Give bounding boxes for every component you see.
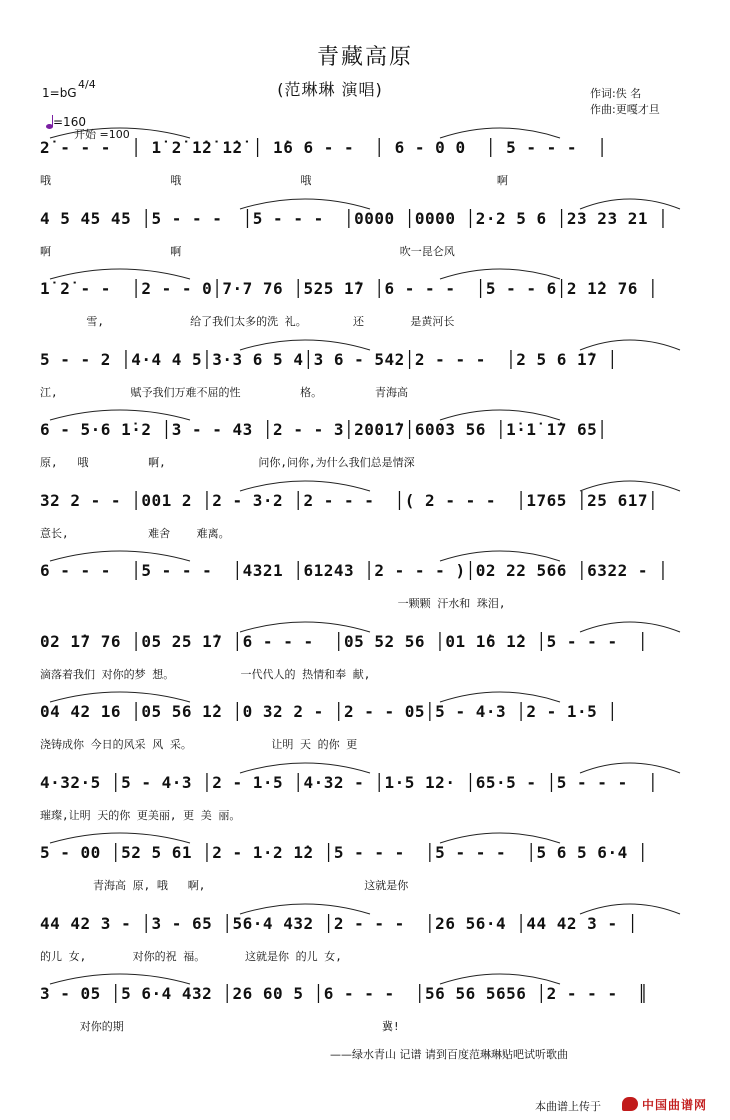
slur-arc	[240, 340, 370, 350]
score-system	[40, 138, 700, 188]
slur-arc	[440, 551, 560, 561]
song-title: 青藏高原	[316, 45, 413, 70]
lyric-line: 青海高 原, 哦 啊, 这就是你	[40, 879, 409, 892]
slur-arc	[580, 622, 680, 632]
slur-arc	[440, 410, 560, 420]
score-system	[40, 773, 700, 823]
singer-subtitle: (范琳琳 演唱)	[277, 80, 383, 99]
lyric-line: 一颗颗 汗水和 珠泪,	[40, 597, 506, 610]
score-system	[40, 350, 700, 400]
slur-arc	[50, 128, 190, 138]
lyric-line: 江, 赋予我们万难不屈的性 格。 青海高	[40, 385, 409, 399]
lyric-line: 意长, 难舍 难离。	[40, 526, 230, 540]
key-signature: 1=bG	[42, 86, 77, 100]
score-system	[40, 209, 700, 259]
slur-arc	[50, 551, 190, 561]
notation-line: 32 2 - - │001 2 │2 - 3·2 │2 - - - │( 2 - - - │1765 │25 617│	[40, 490, 659, 510]
slur-arcs-icon	[40, 680, 700, 704]
lyric-line: 的儿 女, 对你的祝 福。 这就是你 的儿 女,	[40, 949, 342, 963]
lyric-line: 璀璨,让明 天的你 更美丽, 更 美 丽。	[40, 808, 241, 822]
lyric-line: 哦 哦 哦 啊	[40, 174, 508, 187]
notation-line: 4·32·5 │5 - 4·3 │2 - 1·5 │4·32 - │1·5 12· │65·5 - │5 - - - │	[40, 772, 659, 792]
slur-arcs-icon	[40, 328, 700, 352]
slur-arc	[50, 692, 190, 702]
notation-line: 02 1̇7 76 │05 25 1̇7 │6 - - - │05 52 56 │01 1̇6 1̇2 │5 - - - │	[40, 631, 648, 651]
slur-arc	[50, 410, 190, 420]
transcriber-credit: ——绿水青山 记谱 请到百度范琳琳贴吧试听歌曲	[330, 1048, 568, 1061]
score-system	[40, 491, 700, 541]
notation-line: 1̇ 2̇ - - │2 - - 0│7·7 76 │525 1̇7 │6 - - - │5 - - 6│2 1̇2 76 │	[40, 279, 659, 298]
notation-line: 5 - - 2 │4·4 4 5│3·3 6 5 4│3 6 - 542│2 - - - │2 5 6 1̇7 │	[40, 349, 618, 369]
slur-arc	[440, 128, 560, 138]
upload-note: 本曲谱上传于	[535, 1100, 601, 1113]
notation-line: 3 - 05 │5 6·4 432 │26 60 5 │6 - - - │56 56 5656 │2 - - - ║	[40, 984, 648, 1003]
time-signature-value: 4/4	[78, 78, 96, 91]
notation-line: 5 - 00 │52 5 61 │2 - 1·2 1̇2 │5 - - - │5 - - - │5 6 5 6·4 │	[40, 843, 648, 862]
slur-arc	[440, 692, 560, 702]
slur-arc	[440, 269, 560, 279]
score-system	[40, 279, 700, 329]
notation-line: 44 42 3 - │3 - 65 │56·4 432 │2 - - - │26 56·4 │44 42 3 - │	[40, 913, 638, 933]
slur-arcs-icon	[40, 962, 700, 986]
composer: 作曲:更嘎才旦	[590, 103, 660, 116]
lyric-line: 浇铸成你 今日的风采 风 采。 让明 天 的你 更	[40, 738, 358, 751]
lyric-line: 啊 啊 吹一昆仑风	[40, 244, 455, 258]
slur-arc	[580, 199, 680, 209]
score-system	[40, 984, 700, 1034]
slur-arc	[50, 269, 190, 279]
slur-arc	[50, 974, 190, 984]
time-signature	[78, 79, 96, 91]
score-system	[40, 702, 700, 752]
site-logo	[622, 1094, 718, 1112]
site-logo-icon	[622, 1097, 638, 1111]
slur-arc	[580, 763, 680, 773]
lyric-line: 滴落着我们 对你的梦 想。 一代代人的 热情和奉 献,	[40, 667, 371, 681]
notation-line: 6 - 5·6 1̇·2 │3 - - 43 │2 - - 3│2001̇7│6003 56 │1̇·1̇ 1̇7 65│	[40, 420, 608, 439]
slur-arcs-icon	[40, 821, 700, 845]
lyricist: 作词:佚 名	[590, 87, 642, 100]
slur-arcs-icon	[40, 892, 700, 916]
site-logo-text: 中国曲谱网	[642, 1098, 708, 1112]
slur-arc	[440, 833, 560, 843]
slur-arc	[580, 904, 680, 914]
score-system	[40, 914, 700, 964]
notation-line: 04 42 16 │05 56 1̇2 │0 32 2 - │2 - - 05│5 - 4·3 │2 - 1·5 │	[40, 702, 618, 721]
tempo-start-value: 开始 =100	[74, 128, 130, 141]
slur-arcs-icon	[40, 469, 700, 493]
slur-arc	[240, 622, 370, 632]
slur-arcs-icon	[40, 116, 700, 140]
slur-arc	[50, 833, 190, 843]
credits	[590, 86, 660, 118]
slur-arcs-icon	[40, 751, 700, 775]
slur-arcs-icon	[40, 610, 700, 634]
slur-arc	[240, 904, 370, 914]
lyric-line: 雪, 给了我们太多的洗 礼。 还 是黄河长	[40, 315, 455, 328]
lyric-line: 原, 哦 啊, 问你,问你,为什么我们总是情深	[40, 456, 415, 469]
tempo-main-value: =160	[53, 115, 86, 129]
slur-arc	[580, 481, 680, 491]
lyric-line: 对你的期 冀!	[40, 1020, 400, 1033]
notation-line: 6 - - - │5 - - - │4321 │61243 │2 - - - )│02 22 566 │6322 - │	[40, 561, 669, 580]
slur-arcs-icon	[40, 257, 700, 281]
slur-arcs-icon	[40, 187, 700, 211]
slur-arcs-icon	[40, 398, 700, 422]
slur-arc	[440, 974, 560, 984]
score-system	[40, 420, 700, 470]
notation-line: 2̇ - - - │ 1̇ 2̇ 1̇2̇ 1̇2̇ │ 1̇6 6 - - │ 6 - 0 0 │ 5 - - - │	[40, 138, 608, 157]
notation-line: 4 5 45 45 │5 - - - │5 - - - │0000 │0000 │2·2 5 6 │23 23 21 │	[40, 208, 669, 228]
slur-arc	[240, 199, 370, 209]
slur-arc	[240, 481, 370, 491]
slur-arcs-icon	[40, 539, 700, 563]
score-system	[40, 843, 700, 893]
slur-arc	[580, 340, 680, 350]
score-system	[40, 632, 700, 682]
score-system	[40, 561, 700, 611]
slur-arc	[240, 763, 370, 773]
